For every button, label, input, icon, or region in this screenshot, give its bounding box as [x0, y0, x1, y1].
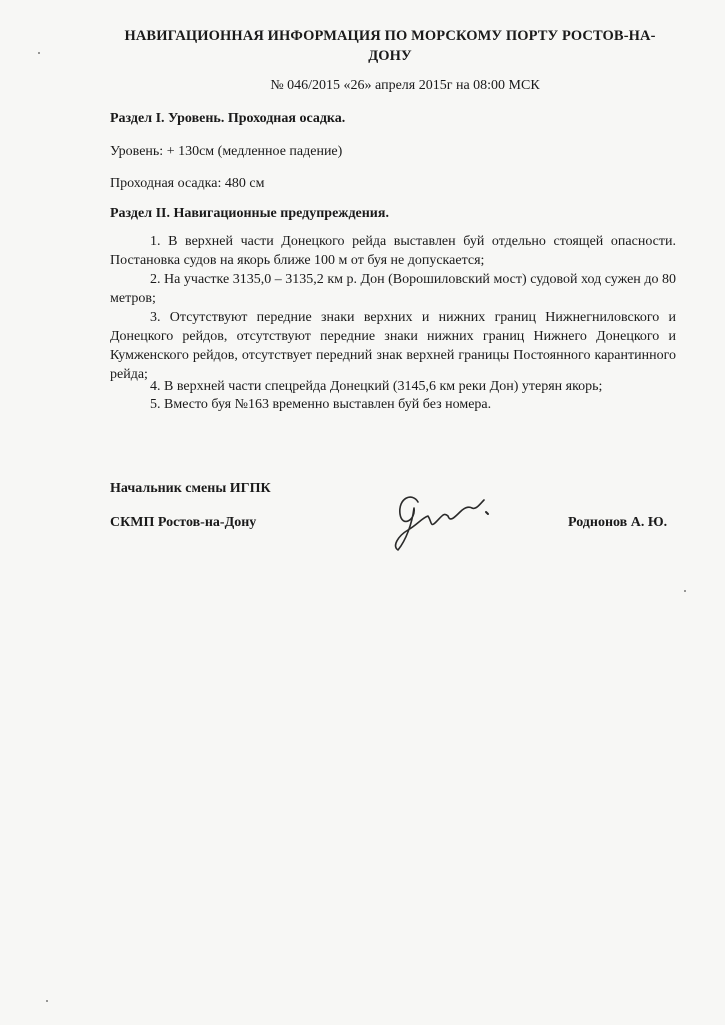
handwritten-signature	[388, 488, 498, 558]
document-title: НАВИГАЦИОННАЯ ИНФОРМАЦИЯ ПО МОРСКОМУ ПОРТУ РОСТОВ-НА-ДОНУ	[124, 28, 656, 64]
warning-item-4: 4. В верхней части спецрейда Донецкий (3145,6 км реки Дон) утерян якорь;	[150, 379, 603, 394]
warning-item-1: 1. В верхней части Донецкого рейда выставлен буй отдельно стоящей опасности. Постановка судов на якорь ближе 100 м от буя не допускается;	[110, 234, 676, 268]
bleed-through	[220, 292, 223, 308]
signer-organization: СКМП Ростов-на-Дону	[110, 515, 257, 530]
section2-heading: Раздел II. Навигационные предупреждения.	[110, 206, 389, 221]
passage-draft: Проходная осадка: 480 см	[110, 176, 265, 191]
document-number: № 046/2015 «26» апреля 2015г на 08:00 МСК	[270, 78, 540, 93]
water-level: Уровень: + 130см (медленное падение)	[110, 144, 343, 159]
warning-item-2: 2. На участке 3135,0 – 3135,2 км р. Дон (Ворошиловский мост) судовой ход сужен до 80 метров;	[110, 272, 676, 306]
scan-speck	[46, 1000, 48, 1002]
signer-name: Роднонов А. Ю.	[568, 515, 668, 530]
scan-speck	[38, 52, 40, 54]
scan-speck	[684, 590, 686, 592]
section1-heading: Раздел I. Уровень. Проходная осадка.	[110, 111, 346, 126]
warning-item-5: 5. Вместо буя №163 временно выставлен буй без номера.	[150, 397, 492, 412]
warning-item-3: 3. Отсутствуют передние знаки верхних и нижних границ Нижнегниловского и Донецкого рейдов, отсутствуют передние знаки нижних границ Нижнего Донецкого и Кумженского рейдов, отсутствует передний знак верхней границы Постоянного карантинного рейда;	[110, 310, 676, 382]
signer-position: Начальник смены ИГПК	[110, 481, 271, 496]
